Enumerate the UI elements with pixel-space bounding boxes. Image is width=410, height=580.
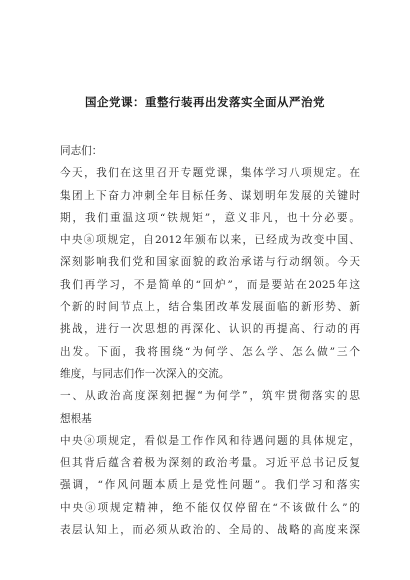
paragraph-line: 今天，我们在这里召开专题党课，集体学习八项规定。在 <box>60 167 360 180</box>
document-title: 国企党课：重整行装再出发落实全面从严治党 <box>85 95 325 109</box>
paragraph-line: 同志们： <box>60 145 103 157</box>
paragraph-line: 维度，与同志们作一次深入的交流。 <box>60 367 230 380</box>
paragraph-line: 表层认知上，而必须从政治的、全局的、战略的高度来深 <box>60 524 360 537</box>
paragraph-line: 中央ⓐ项规定，自2012年颁布以来，已经成为改变中国、 <box>60 234 360 247</box>
paragraph-line: 期，我们重温这项“铁规矩”，意义非凡，也十分必要。 <box>60 211 360 224</box>
section-heading-line: 想根基 <box>60 412 92 425</box>
paragraph-line: 出发。下面，我将围绕“为何学、怎么学、怎么做”三个 <box>60 345 360 358</box>
paragraph-line: 中央ⓐ项规定，看似是工作作风和待遇问题的具体规定， <box>60 434 360 447</box>
paragraph-line: 中央ⓐ项规定精神，绝不能仅仅停留在“不该做什么”的 <box>60 501 360 514</box>
paragraph-line: 但其背后蕴含着极为深刻的政治考量。习近平总书记反复 <box>60 457 360 470</box>
paragraph-line: 强调，“作风问题本质上是党性问题”。我们学习和落实 <box>60 479 360 492</box>
paragraph-line: 我们再学习，不是简单的“回炉”，而是要站在2025年这 <box>60 278 360 291</box>
paragraph-line: 个新的时间节点上，结合集团改革发展面临的新形势、新 <box>60 301 360 314</box>
document-body <box>60 140 360 541</box>
paragraph-line: 深刻影响我们党和国家面貌的政治承诺与行动纲领。今天 <box>60 256 360 269</box>
paragraph-line: 挑战，进行一次思想的再深化、认识的再提高、行动的再 <box>60 323 360 336</box>
paragraph-line: 集团上下奋力冲刺全年目标任务、谋划明年发展的关键时 <box>60 189 360 202</box>
section-heading-line: 一、从政治高度深刻把握“为何学”，筑牢贯彻落实的思 <box>60 390 360 403</box>
